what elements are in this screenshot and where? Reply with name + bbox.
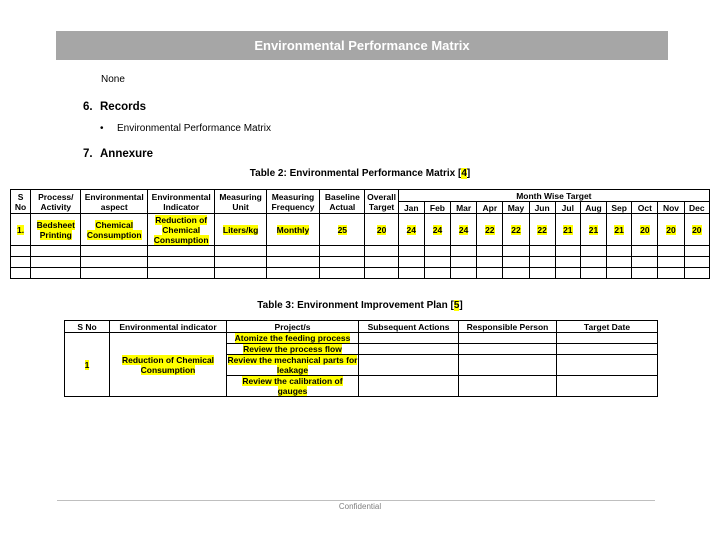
cell-actions	[359, 376, 459, 397]
empty-cell	[503, 257, 529, 268]
cell-process	[31, 214, 81, 246]
cell-text: Liters/kg	[222, 224, 259, 235]
empty-cell	[658, 257, 684, 268]
caption-end: ]	[466, 168, 471, 179]
table2-caption	[0, 168, 720, 179]
cell-text: 20	[666, 224, 676, 235]
header-aspect: Environmental aspect	[81, 190, 147, 214]
empty-cell	[477, 246, 503, 257]
cell-text: 24	[406, 224, 417, 235]
empty-cell	[11, 268, 31, 279]
cell-indicator	[110, 333, 227, 397]
empty-cell	[684, 246, 709, 257]
empty-cell	[215, 246, 266, 257]
cell-text: Reduction of Chemical Consumption	[121, 354, 215, 375]
cell-aspect	[81, 214, 147, 246]
empty-cell	[451, 268, 477, 279]
section-title: Annexure	[100, 148, 154, 160]
header-month: Aug	[580, 202, 606, 214]
caption-ref: 4	[461, 168, 467, 179]
cell-month-target	[684, 214, 709, 246]
cell-text: 24	[458, 224, 469, 235]
empty-cell	[684, 268, 709, 279]
empty-cell	[320, 268, 365, 279]
cell-text: 1	[84, 359, 90, 370]
header-process: Process/ Activity	[31, 190, 81, 214]
empty-cell	[529, 246, 555, 257]
empty-cell	[31, 268, 81, 279]
cell-month-target	[477, 214, 503, 246]
empty-cell	[398, 257, 424, 268]
cell-sno	[65, 333, 110, 397]
cell-text: Review the process flow	[243, 344, 342, 354]
empty-cell	[81, 257, 147, 268]
footer-divider	[57, 500, 655, 501]
cell-text: Reduction of Chemical Consumption	[153, 214, 209, 245]
empty-cell	[658, 246, 684, 257]
cell-text: 22	[485, 224, 495, 235]
empty-cell	[632, 268, 658, 279]
empty-cell	[607, 268, 632, 279]
empty-cell	[607, 246, 632, 257]
cell-month-target	[555, 214, 580, 246]
cell-text: 22	[537, 224, 547, 235]
empty-cell	[529, 257, 555, 268]
caption-end: ]	[459, 300, 463, 311]
empty-row	[11, 257, 710, 268]
empty-cell	[451, 257, 477, 268]
header-actions: Subsequent Actions	[359, 321, 459, 333]
empty-cell	[424, 257, 450, 268]
cell-text: Chemical Consumption	[86, 219, 142, 240]
header-month: Sep	[607, 202, 632, 214]
cell-text: 1.	[17, 224, 25, 235]
empty-cell	[503, 268, 529, 279]
empty-cell	[215, 257, 266, 268]
cell-text: 21	[563, 224, 573, 235]
empty-cell	[81, 268, 147, 279]
header-month-wise: Month Wise Target	[398, 190, 709, 202]
cell-text: 25	[337, 224, 348, 235]
cell-month-target	[398, 214, 424, 246]
cell-text: 24	[432, 224, 443, 235]
empty-cell	[147, 257, 214, 268]
empty-cell	[365, 246, 398, 257]
cell-indicator	[147, 214, 214, 246]
empty-cell	[503, 246, 529, 257]
empty-cell	[555, 246, 580, 257]
empty-cell	[266, 246, 319, 257]
empty-row	[11, 246, 710, 257]
cell-sno	[11, 214, 31, 246]
header-month: Dec	[684, 202, 709, 214]
empty-cell	[31, 246, 81, 257]
header-projects: Project/s	[227, 321, 359, 333]
cell-month-target	[632, 214, 658, 246]
section-annexure-heading	[83, 148, 153, 160]
cell-date	[557, 333, 658, 344]
cell-person	[459, 355, 557, 376]
none-text: None	[101, 74, 125, 85]
cell-actions	[359, 355, 459, 376]
cell-text: Atomize the feeding process	[234, 333, 351, 343]
cell-project	[227, 355, 359, 376]
header-indicator: Environmental Indicator	[147, 190, 214, 214]
cell-text: 22	[511, 224, 521, 235]
empty-cell	[320, 257, 365, 268]
empty-cell	[147, 246, 214, 257]
header-sno: S No	[65, 321, 110, 333]
cell-month-target	[580, 214, 606, 246]
empty-cell	[580, 246, 606, 257]
empty-cell	[81, 246, 147, 257]
empty-cell	[365, 268, 398, 279]
header-date: Target Date	[557, 321, 658, 333]
document-title-banner	[56, 31, 668, 60]
cell-text: Review the calibration of gauges	[242, 376, 343, 396]
cell-month-target	[503, 214, 529, 246]
header-month: May	[503, 202, 529, 214]
cell-text: Review the mechanical parts for leakage	[227, 355, 358, 375]
cell-actions	[359, 344, 459, 355]
cell-project	[227, 333, 359, 344]
cell-date	[557, 355, 658, 376]
empty-cell	[424, 268, 450, 279]
cell-actions	[359, 333, 459, 344]
empty-cell	[365, 257, 398, 268]
cell-month-target	[451, 214, 477, 246]
empty-cell	[31, 257, 81, 268]
header-month: Apr	[477, 202, 503, 214]
environment-improvement-plan-table	[64, 320, 658, 397]
bullet-glyph: •	[100, 123, 104, 134]
cell-text: 20	[692, 224, 702, 235]
empty-cell	[529, 268, 555, 279]
empty-cell	[555, 268, 580, 279]
header-person: Responsible Person	[459, 321, 557, 333]
cell-frequency	[266, 214, 319, 246]
header-unit: Measuring Unit	[215, 190, 266, 214]
empty-cell	[607, 257, 632, 268]
header-frequency: Measuring Frequency	[266, 190, 319, 214]
empty-cell	[11, 257, 31, 268]
cell-month-target	[658, 214, 684, 246]
records-bullet-item	[100, 123, 271, 134]
section-records-heading	[83, 101, 146, 113]
cell-baseline	[320, 214, 365, 246]
cell-unit	[215, 214, 266, 246]
empty-cell	[320, 246, 365, 257]
section-number: 7.	[83, 148, 93, 160]
cell-date	[557, 344, 658, 355]
cell-text: Monthly	[276, 224, 310, 235]
cell-text: 20	[376, 224, 387, 235]
empty-cell	[147, 268, 214, 279]
cell-month-target	[529, 214, 555, 246]
header-month: Nov	[658, 202, 684, 214]
empty-cell	[11, 246, 31, 257]
caption-text: Table 2: Environmental Performance Matrix [	[249, 168, 462, 179]
caption-ref: 5	[453, 300, 460, 311]
empty-cell	[580, 257, 606, 268]
cell-text: 21	[588, 224, 599, 235]
empty-cell	[398, 268, 424, 279]
cell-month-target	[424, 214, 450, 246]
section-title: Records	[100, 101, 147, 113]
empty-cell	[477, 268, 503, 279]
empty-cell	[266, 257, 319, 268]
cell-date	[557, 376, 658, 397]
header-month: Feb	[424, 202, 450, 214]
table3-caption	[0, 300, 720, 311]
banner-title: Environmental Performance Matrix	[254, 38, 470, 53]
cell-target	[365, 214, 398, 246]
empty-cell	[398, 246, 424, 257]
empty-cell	[580, 268, 606, 279]
records-bullet-text: Environmental Performance Matrix	[117, 123, 271, 134]
header-month: Mar	[451, 202, 477, 214]
header-month: Oct	[632, 202, 658, 214]
cell-text: Bedsheet Printing	[36, 219, 75, 240]
cell-person	[459, 333, 557, 344]
empty-cell	[555, 257, 580, 268]
empty-cell	[424, 246, 450, 257]
header-month: Jun	[529, 202, 555, 214]
cell-project	[227, 344, 359, 355]
header-target: Overall Target	[365, 190, 398, 214]
empty-cell	[266, 268, 319, 279]
empty-row	[11, 268, 710, 279]
empty-cell	[477, 257, 503, 268]
footer-confidential: Confidential	[338, 502, 382, 511]
header-baseline: Baseline Actual	[320, 190, 365, 214]
empty-cell	[451, 246, 477, 257]
cell-person	[459, 376, 557, 397]
empty-cell	[632, 257, 658, 268]
caption-text: Table 3: Environment Improvement Plan [	[257, 300, 454, 311]
cell-project	[227, 376, 359, 397]
header-sno: S No	[11, 190, 31, 214]
header-indicator: Environmental indicator	[110, 321, 227, 333]
cell-month-target	[607, 214, 632, 246]
empty-cell	[215, 268, 266, 279]
section-number: 6.	[83, 101, 93, 113]
empty-cell	[632, 246, 658, 257]
empty-cell	[658, 268, 684, 279]
cell-person	[459, 344, 557, 355]
cell-text: 20	[640, 224, 650, 235]
header-month: Jul	[555, 202, 580, 214]
empty-cell	[684, 257, 709, 268]
cell-text: 21	[614, 224, 624, 235]
header-month: Jan	[398, 202, 424, 214]
environmental-performance-table	[10, 189, 710, 279]
